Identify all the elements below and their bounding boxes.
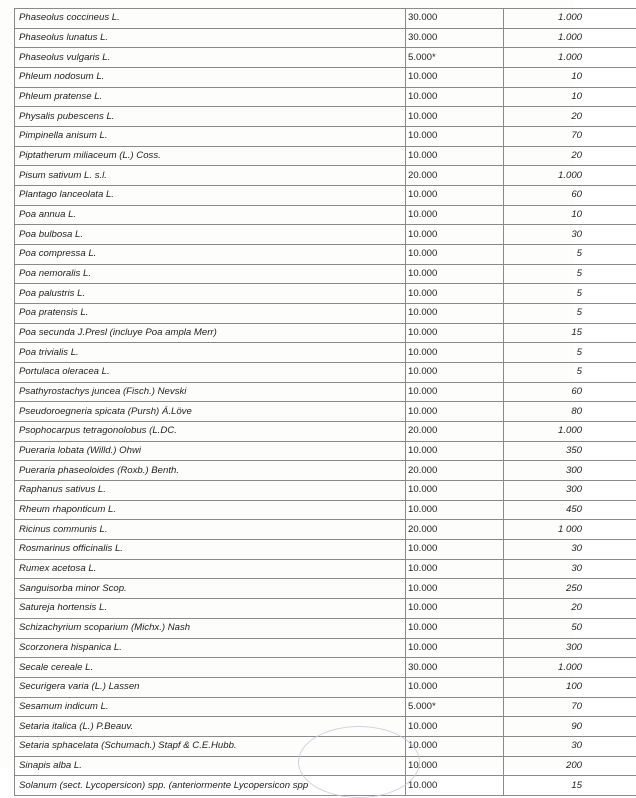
table-row — [15, 107, 636, 127]
sample-weight-cell: 30 — [504, 559, 636, 579]
sample-weight-cell: 15 — [504, 323, 636, 343]
table-row — [15, 9, 636, 29]
species-cell: Pisum sativum L. s.l. — [15, 166, 406, 186]
max-lot-weight-cell: 10.000 — [406, 186, 504, 206]
max-lot-weight-cell: 10.000 — [406, 304, 504, 324]
sample-weight-cell: 5 — [504, 245, 636, 265]
species-cell: Rosmarinus officinalis L. — [15, 540, 406, 560]
sample-weight-cell: 300 — [504, 638, 636, 658]
sample-weight-cell: 1.000 — [504, 658, 636, 678]
species-cell: Phleum pratense L. — [15, 87, 406, 107]
sample-weight-cell: 70 — [504, 697, 636, 717]
species-cell: Sesamum indicum L. — [15, 697, 406, 717]
max-lot-weight-cell: 30.000 — [406, 658, 504, 678]
max-lot-weight-cell: 10.000 — [406, 107, 504, 127]
table-row — [15, 225, 636, 245]
table-row — [15, 363, 636, 383]
max-lot-weight-cell: 10.000 — [406, 776, 504, 796]
species-cell: Phaseolus lunatus L. — [15, 28, 406, 48]
max-lot-weight-cell: 20.000 — [406, 461, 504, 481]
sample-weight-cell: 200 — [504, 756, 636, 776]
max-lot-weight-cell: 10.000 — [406, 638, 504, 658]
table-row — [15, 323, 636, 343]
species-cell: Poa palustris L. — [15, 284, 406, 304]
sample-weight-cell: 30 — [504, 540, 636, 560]
max-lot-weight-cell: 10.000 — [406, 284, 504, 304]
species-cell: Portulaca oleracea L. — [15, 363, 406, 383]
max-lot-weight-cell: 10.000 — [406, 736, 504, 756]
table-row — [15, 638, 636, 658]
species-cell: Poa bulbosa L. — [15, 225, 406, 245]
table-row — [15, 186, 636, 206]
max-lot-weight-cell: 10.000 — [406, 225, 504, 245]
species-cell: Schizachyrium scoparium (Michx.) Nash — [15, 618, 406, 638]
sample-weight-cell: 1.000 — [504, 28, 636, 48]
max-lot-weight-cell: 10.000 — [406, 382, 504, 402]
table-row — [15, 382, 636, 402]
max-lot-weight-cell: 20.000 — [406, 422, 504, 442]
table-row — [15, 500, 636, 520]
max-lot-weight-cell: 10.000 — [406, 481, 504, 501]
table-row — [15, 658, 636, 678]
table-row — [15, 441, 636, 461]
species-cell: Secale cereale L. — [15, 658, 406, 678]
max-lot-weight-cell: 10.000 — [406, 618, 504, 638]
table-row — [15, 304, 636, 324]
species-cell: Scorzonera hispanica L. — [15, 638, 406, 658]
table-row — [15, 68, 636, 88]
sample-weight-cell: 30 — [504, 225, 636, 245]
table-row — [15, 127, 636, 147]
max-lot-weight-cell: 10.000 — [406, 245, 504, 265]
sample-weight-cell: 10 — [504, 68, 636, 88]
table-row — [15, 264, 636, 284]
table-row — [15, 520, 636, 540]
table-row — [15, 717, 636, 737]
species-cell: Phaseolus coccineus L. — [15, 9, 406, 29]
max-lot-weight-cell: 10.000 — [406, 441, 504, 461]
sample-weight-cell: 300 — [504, 461, 636, 481]
max-lot-weight-cell: 30.000 — [406, 9, 504, 29]
sample-weight-cell: 60 — [504, 186, 636, 206]
sample-weight-cell: 70 — [504, 127, 636, 147]
table-body — [15, 9, 636, 796]
table-row — [15, 559, 636, 579]
sample-weight-cell: 15 — [504, 776, 636, 796]
sample-weight-cell: 50 — [504, 618, 636, 638]
sample-weight-cell: 60 — [504, 382, 636, 402]
max-lot-weight-cell: 10.000 — [406, 363, 504, 383]
max-lot-weight-cell: 10.000 — [406, 68, 504, 88]
species-cell: Pueraria phaseoloides (Roxb.) Benth. — [15, 461, 406, 481]
species-cell: Poa secunda J.Presl (incluye Poa ampla Merr) — [15, 323, 406, 343]
table-row — [15, 245, 636, 265]
max-lot-weight-cell: 10.000 — [406, 599, 504, 619]
species-cell: Sanguisorba minor Scop. — [15, 579, 406, 599]
table-row — [15, 146, 636, 166]
max-lot-weight-cell: 10.000 — [406, 677, 504, 697]
table-row — [15, 756, 636, 776]
sample-weight-cell: 5 — [504, 304, 636, 324]
max-lot-weight-cell: 10.000 — [406, 343, 504, 363]
sample-weight-cell: 1.000 — [504, 9, 636, 29]
sample-weight-cell: 350 — [504, 441, 636, 461]
species-cell: Piptatherum miliaceum (L.) Coss. — [15, 146, 406, 166]
max-lot-weight-cell: 10.000 — [406, 146, 504, 166]
species-cell: Pueraria lobata (Willd.) Ohwi — [15, 441, 406, 461]
table-row — [15, 697, 636, 717]
sample-weight-cell: 5 — [504, 363, 636, 383]
species-cell: Ricinus communis L. — [15, 520, 406, 540]
table-row — [15, 205, 636, 225]
species-cell: Poa trivialis L. — [15, 343, 406, 363]
species-cell: Physalis pubescens L. — [15, 107, 406, 127]
sample-weight-cell: 300 — [504, 481, 636, 501]
sample-weight-cell: 1.000 — [504, 166, 636, 186]
sample-weight-cell: 1 000 — [504, 520, 636, 540]
max-lot-weight-cell: 10.000 — [406, 264, 504, 284]
sample-weight-cell: 80 — [504, 402, 636, 422]
sample-weight-cell: 90 — [504, 717, 636, 737]
species-cell: Rheum rhaponticum L. — [15, 500, 406, 520]
species-cell: Poa nemoralis L. — [15, 264, 406, 284]
table-row — [15, 599, 636, 619]
sample-weight-cell: 20 — [504, 146, 636, 166]
species-cell: Poa annua L. — [15, 205, 406, 225]
sample-weight-cell: 5 — [504, 264, 636, 284]
species-cell: Pimpinella anisum L. — [15, 127, 406, 147]
species-cell: Plantago lanceolata L. — [15, 186, 406, 206]
table-row — [15, 402, 636, 422]
max-lot-weight-cell: 10.000 — [406, 402, 504, 422]
max-lot-weight-cell: 10.000 — [406, 559, 504, 579]
species-cell: Phaseolus vulgaris L. — [15, 48, 406, 68]
table-row — [15, 618, 636, 638]
species-cell: Setaria sphacelata (Schumach.) Stapf & C.E.Hubb. — [15, 736, 406, 756]
table-row — [15, 540, 636, 560]
max-lot-weight-cell: 5.000* — [406, 48, 504, 68]
max-lot-weight-cell: 5.000* — [406, 697, 504, 717]
table-row — [15, 422, 636, 442]
sample-weight-cell: 1.000 — [504, 48, 636, 68]
max-lot-weight-cell: 10.000 — [406, 127, 504, 147]
species-cell: Solanum (sect. Lycopersicon) spp. (anteriormente Lycopersicon spp — [15, 776, 406, 796]
species-cell: Poa compressa L. — [15, 245, 406, 265]
table-row — [15, 284, 636, 304]
sample-weight-cell: 1.000 — [504, 422, 636, 442]
sample-weight-cell: 450 — [504, 500, 636, 520]
sample-weight-cell: 250 — [504, 579, 636, 599]
max-lot-weight-cell: 30.000 — [406, 28, 504, 48]
max-lot-weight-cell: 10.000 — [406, 323, 504, 343]
max-lot-weight-cell: 10.000 — [406, 756, 504, 776]
max-lot-weight-cell: 10.000 — [406, 579, 504, 599]
max-lot-weight-cell: 20.000 — [406, 166, 504, 186]
max-lot-weight-cell: 10.000 — [406, 717, 504, 737]
sample-weight-cell: 5 — [504, 343, 636, 363]
table-row — [15, 579, 636, 599]
seed-lot-table — [14, 8, 636, 796]
max-lot-weight-cell: 20.000 — [406, 520, 504, 540]
max-lot-weight-cell: 10.000 — [406, 87, 504, 107]
species-cell: Setaria italica (L.) P.Beauv. — [15, 717, 406, 737]
max-lot-weight-cell: 10.000 — [406, 540, 504, 560]
sample-weight-cell: 30 — [504, 736, 636, 756]
sample-weight-cell: 20 — [504, 107, 636, 127]
table-row — [15, 736, 636, 756]
table-row — [15, 87, 636, 107]
table-row — [15, 481, 636, 501]
species-cell: Psophocarpus tetragonolobus (L.DC. — [15, 422, 406, 442]
table-row — [15, 776, 636, 796]
species-cell: Pseudoroegneria spicata (Pursh) Á.Löve — [15, 402, 406, 422]
sample-weight-cell: 10 — [504, 205, 636, 225]
table-row — [15, 677, 636, 697]
sample-weight-cell: 20 — [504, 599, 636, 619]
species-cell: Satureja hortensis L. — [15, 599, 406, 619]
species-cell: Rumex acetosa L. — [15, 559, 406, 579]
species-cell: Securigera varia (L.) Lassen — [15, 677, 406, 697]
table-row — [15, 461, 636, 481]
species-cell: Phleum nodosum L. — [15, 68, 406, 88]
table-row — [15, 166, 636, 186]
table-row — [15, 343, 636, 363]
species-cell: Poa pratensis L. — [15, 304, 406, 324]
sample-weight-cell: 100 — [504, 677, 636, 697]
species-cell: Raphanus sativus L. — [15, 481, 406, 501]
max-lot-weight-cell: 10.000 — [406, 205, 504, 225]
table-row — [15, 28, 636, 48]
species-cell: Sinapis alba L. — [15, 756, 406, 776]
sample-weight-cell: 5 — [504, 284, 636, 304]
species-cell: Psathyrostachys juncea (Fisch.) Nevski — [15, 382, 406, 402]
table-row — [15, 48, 636, 68]
max-lot-weight-cell: 10.000 — [406, 500, 504, 520]
sample-weight-cell: 10 — [504, 87, 636, 107]
